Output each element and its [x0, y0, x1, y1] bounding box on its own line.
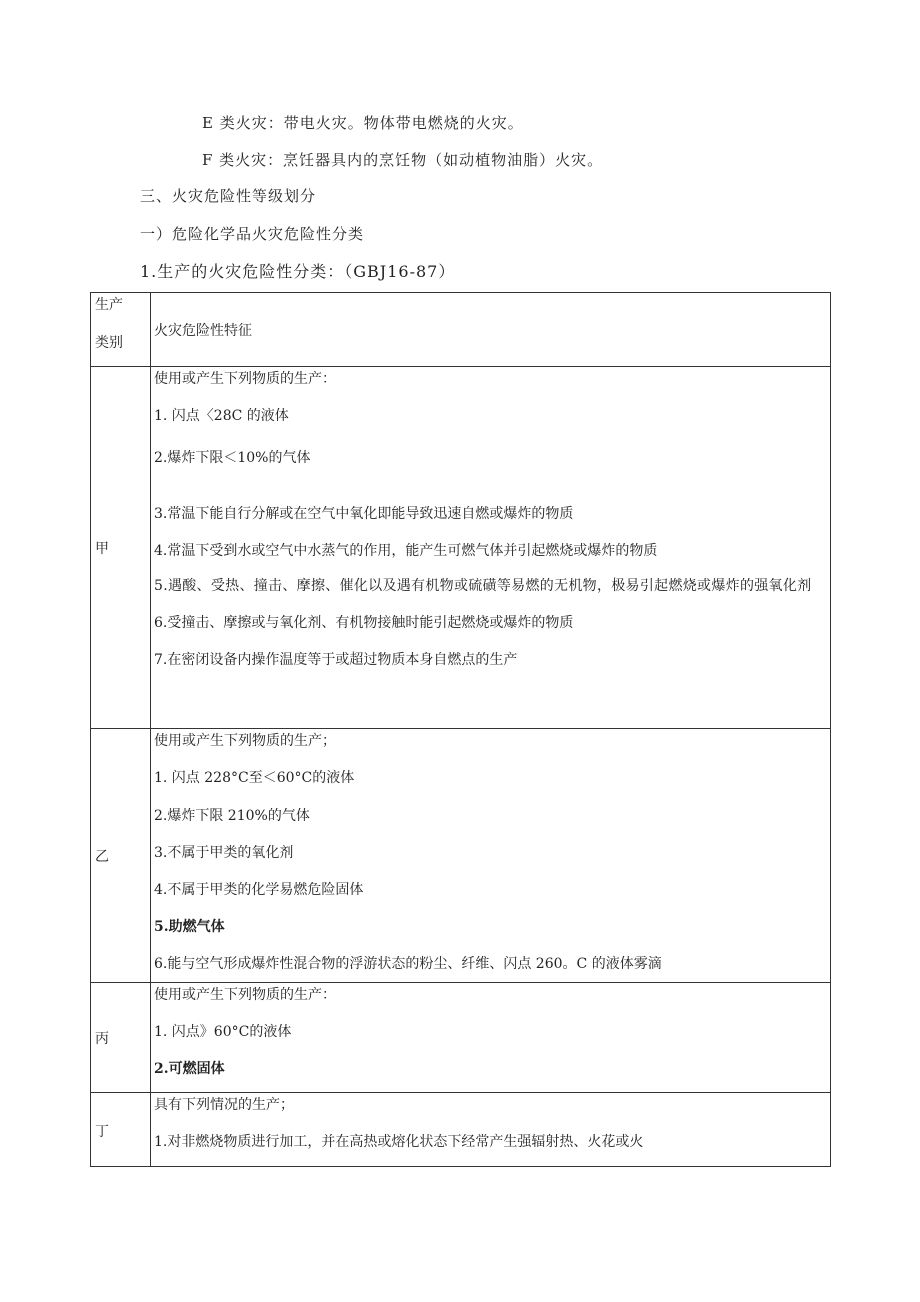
feature-item: 1. 闪点〈28C 的液体	[154, 408, 289, 424]
feature-cell	[151, 367, 831, 729]
category-label: 甲	[95, 540, 109, 557]
header-feature-label: 火灾危险性特征	[154, 322, 252, 339]
paragraph-class-e-fire: E 类火灾：带电火灾。物体带电燃烧的火灾。	[202, 114, 524, 132]
feature-item: 4.常温下受到水或空气中水蒸气的作用，能产生可燃气体并引起燃烧或爆炸的物质	[154, 543, 658, 559]
table-row-jia	[91, 367, 831, 729]
paragraph-class-f-fire: F 类火灾：烹饪器具内的烹饪物（如动植物油脂）火灾。	[202, 151, 604, 169]
table-header-row	[91, 293, 831, 367]
category-cell	[91, 367, 151, 729]
feature-item: 6.能与空气形成爆炸性混合物的浮游状态的粉尘、纤维、闪点 260。C 的液体雾滴	[154, 956, 662, 972]
feature-item: 3.常温下能自行分解或在空气中氧化即能导致迅速自燃或爆炸的物质	[154, 506, 574, 522]
header-category-line2: 类别	[95, 335, 123, 351]
header-category-line1: 生产	[95, 297, 123, 313]
feature-item: 具有下列情况的生产；	[154, 1097, 294, 1113]
feature-item: 2.爆炸下限＜10%的气体	[154, 450, 311, 466]
feature-item: 1. 闪点 228°C至＜60°C的液体	[154, 770, 355, 786]
fire-hazard-table	[90, 292, 831, 1167]
table-row-yi	[91, 729, 831, 983]
category-label: 丙	[95, 1030, 109, 1047]
feature-item: 5.遇酸、受热、撞击、摩擦、催化以及遇有机物或硫磺等易燃的无机物，极易引起燃烧或爆炸的强氧化剂	[154, 578, 812, 594]
feature-item: 6.受撞击、摩擦或与氧化剂、有机物接触时能引起燃烧或爆炸的物质	[154, 615, 574, 631]
feature-item: 使用或产生下列物质的生产；	[154, 733, 336, 749]
section-heading: 三、火灾危险性等级划分	[140, 187, 317, 205]
feature-item: 5.助燃气体	[154, 919, 225, 935]
feature-cell	[151, 729, 831, 983]
category-label: 丁	[95, 1124, 109, 1140]
header-category-cell	[91, 293, 151, 367]
table-caption: 1.生产的火灾危险性分类：（GBJ16-87）	[140, 262, 456, 281]
feature-item: 使用或产生下列物质的生产：	[154, 371, 336, 387]
feature-item: 2.爆炸下限 210%的气体	[154, 808, 310, 824]
feature-item: 1.对非燃烧物质进行加工，并在高热或熔化状态下经常产生强辐射热、火花或火	[154, 1134, 644, 1150]
table-row-bing	[91, 983, 831, 1093]
feature-item: 使用或产生下列物质的生产：	[154, 987, 336, 1003]
feature-item: 4.不属于甲类的化学易燃危险固体	[154, 882, 364, 898]
subsection-heading: 一）危险化学品火灾危险性分类	[140, 225, 365, 243]
category-label: 乙	[95, 848, 109, 865]
feature-cell	[151, 1093, 831, 1167]
feature-item: 7.在密闭设备内操作温度等于或超过物质本身自燃点的生产	[154, 652, 518, 668]
feature-item: 2.可燃固体	[154, 1061, 225, 1077]
feature-item: 3.不属于甲类的氧化剂	[154, 845, 294, 861]
feature-item: 1. 闪点》60°C的液体	[154, 1024, 292, 1040]
table-row-ding	[91, 1093, 831, 1167]
category-cell	[91, 983, 151, 1093]
category-cell	[91, 729, 151, 983]
feature-cell	[151, 983, 831, 1093]
header-feature-cell	[151, 293, 831, 367]
category-cell	[91, 1093, 151, 1167]
